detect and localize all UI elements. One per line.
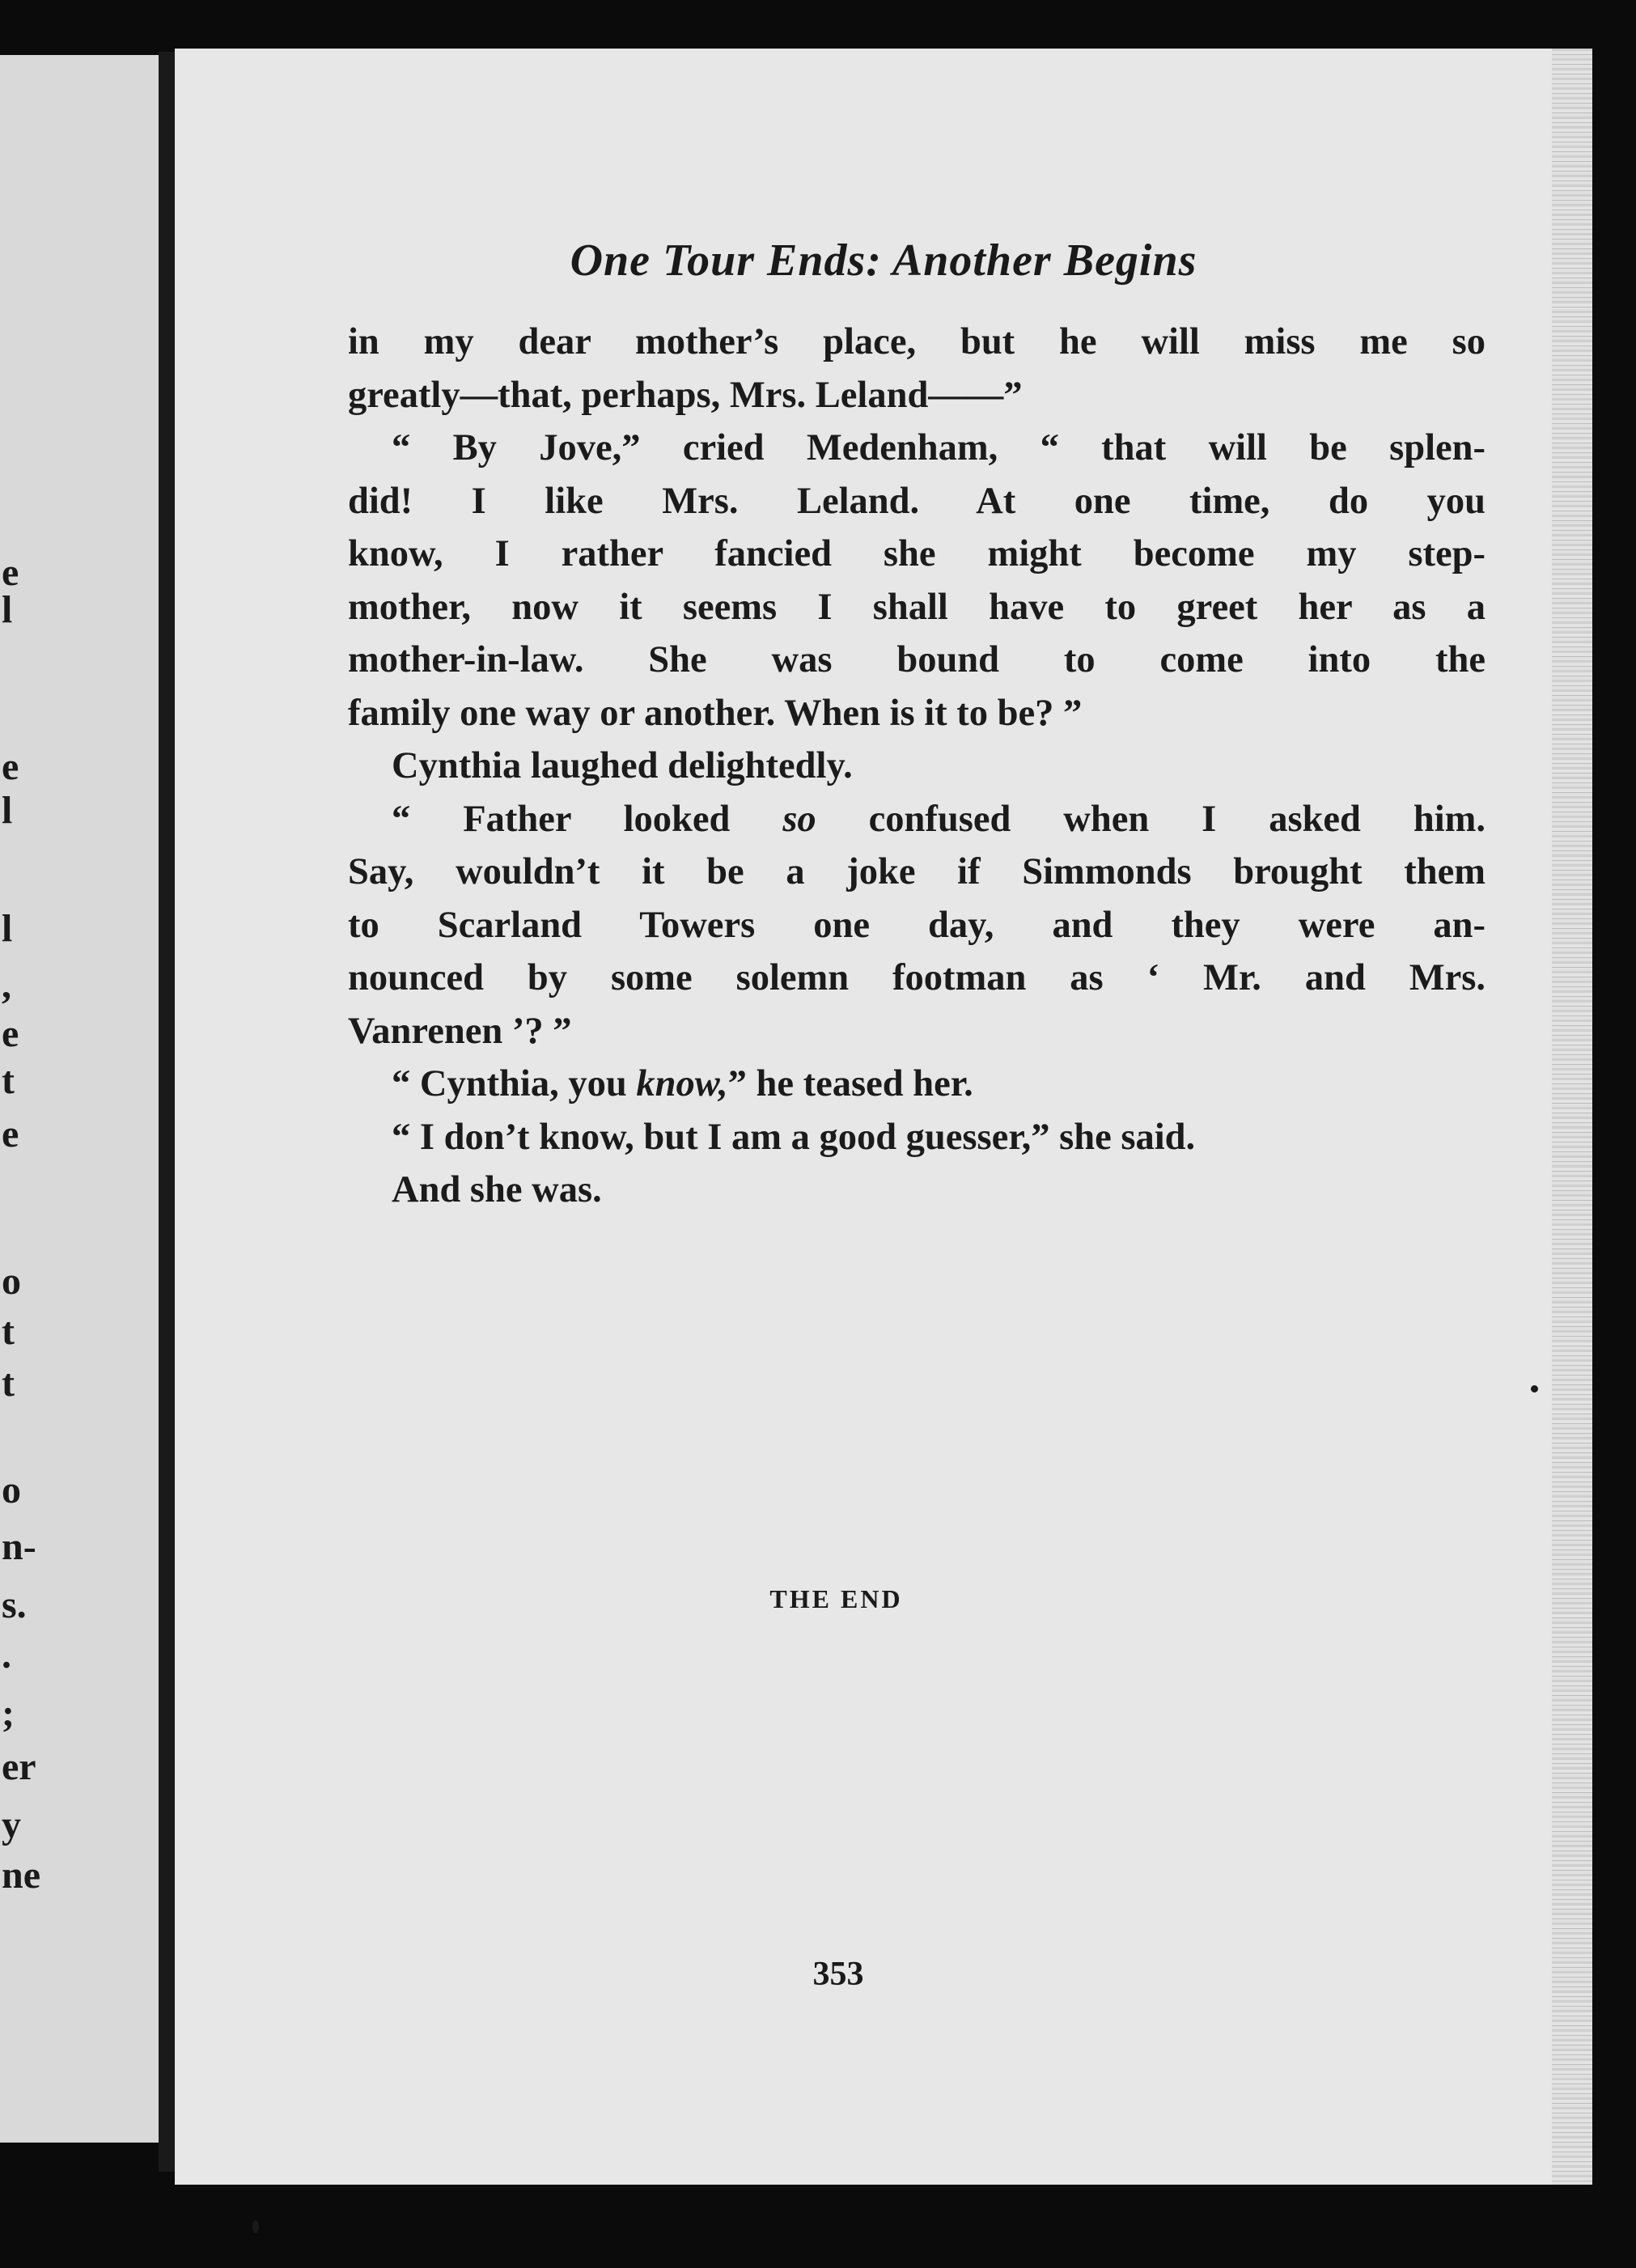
fragment: e — [2, 551, 19, 594]
fragment: t — [2, 1059, 15, 1102]
fragment: l — [2, 588, 13, 631]
line-segment: “ Cynthia, you — [392, 1063, 637, 1104]
body-text — [348, 316, 1486, 1217]
fragment: l — [2, 789, 13, 832]
text-line: Vanrenen ’? ” — [348, 1010, 572, 1052]
page-edge-texture — [1552, 49, 1592, 2185]
text-line: did! I like Mrs. Leland. At one time, do you — [348, 480, 1486, 522]
text-line: And she was. — [392, 1169, 602, 1210]
fragment: y — [2, 1804, 21, 1846]
text-line: know, I rather fancied she might become my step- — [348, 533, 1486, 574]
text-line: family one way or another. When is it to be? ” — [348, 692, 1083, 734]
fragment: . — [2, 1634, 11, 1677]
text-line: “ I don’t know, but I am a good guesser,” she said. — [392, 1116, 1196, 1158]
facing-page-edge — [0, 55, 166, 2143]
text-line: to Scarland Towers one day, and they were an- — [348, 904, 1486, 946]
text-line: in my dear mother’s place, but he will miss me so — [348, 321, 1486, 362]
line-segment: ” he teased her. — [727, 1063, 973, 1104]
text-line: “ By Jove,” cried Medenham, “ that will be splen- — [392, 427, 1486, 468]
fragment: e — [2, 1012, 19, 1055]
ink-speck — [252, 2220, 259, 2233]
fragment: o — [2, 1469, 21, 1511]
running-head: One Tour Ends: Another Begins — [570, 235, 1197, 286]
facing-page-text-fragments — [0, 55, 166, 2143]
fragment: t — [2, 1362, 15, 1405]
fragment: t — [2, 1310, 15, 1353]
fragment: ; — [2, 1692, 15, 1735]
text-line: nounced by some solemn footman as ‘ Mr. and Mrs. — [348, 957, 1486, 998]
text-line — [348, 793, 1486, 846]
book-page — [175, 49, 1592, 2185]
text-line: mother, now it seems I shall have to greet her as a — [348, 586, 1486, 628]
text-line: Cynthia laughed delightedly. — [392, 745, 853, 786]
fragment: o — [2, 1260, 21, 1303]
line-segment: “ Father looked — [392, 798, 783, 840]
text-line: mother-in-law. She was bound to come into the — [348, 639, 1486, 680]
fragment: e — [2, 745, 19, 788]
line-segment: confused when I asked him. — [816, 798, 1486, 840]
text-line: greatly—that, perhaps, Mrs. Leland——” — [348, 374, 1023, 416]
fragment: l — [2, 907, 13, 950]
fragment: , — [2, 964, 11, 1007]
fragment: s. — [2, 1583, 27, 1626]
fragment: e — [2, 1113, 19, 1155]
emphasis: know, — [636, 1063, 728, 1104]
book-binding-shadow — [159, 52, 176, 2172]
fragment: n- — [2, 1525, 36, 1568]
text-line — [348, 1058, 1486, 1111]
ink-speck — [1531, 1385, 1538, 1393]
fragment: ne — [2, 1854, 40, 1897]
text-line: Say, wouldn’t it be a joke if Simmonds brought them — [348, 851, 1486, 892]
fragment: er — [2, 1745, 36, 1788]
page-number: 353 — [812, 1956, 864, 1993]
emphasis: so — [782, 798, 816, 840]
the-end-label: THE END — [769, 1584, 903, 1613]
